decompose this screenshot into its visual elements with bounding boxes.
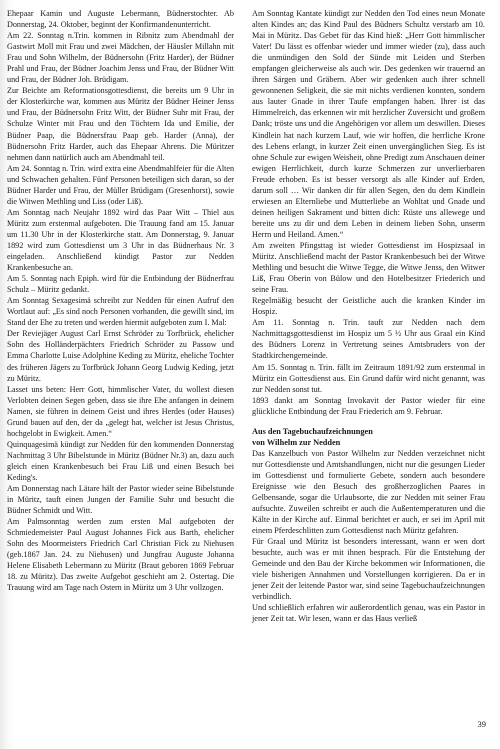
paragraph: Am 24. Sonntag n. Trin. wird extra eine Abendmahlfeier für die Alten und Schwachen gehalten. Fünf Personen beteiligen sich daran, so der Büdner Harder und Frau, der Müller Brüdigam (Gresenhorst), sowie die Witwen Methling und Liss (oder Liß). [7,163,235,206]
paragraph: Quinquagesimä kündigt zur Nedden für den kommenden Donnerstag Nachmittag 3 Uhr Bibelstunde in Müritz (Büdner Nr.3) an, dazu auch gleich einen Krankenbesuch bei Frau Liß und einen Besuch bei Keding's. [7,439,234,482]
paragraph: Am Palmsonntag werden zum ersten Mal aufgeboten der Schmiedemeister Paul August Johannes Fick aus Barth, ehelicher Sohn des Moormeisters Friedrich Carl Christian Fick zu Niehusen (geb.1867 Jan. 24. zu Niehusen) und Jungfrau Auguste Johanna Helene Elisabeth Lebermann zu Müritz (Braut geboren 1869 Februar 18. zu Müritz). Das zweite Aufgebot geschieht am 2. Ostertag. Die Trauung wird am Tage nach Ostern in Müritz um 3 Uhr vollzogen. [7,517,234,593]
section-heading-line: Aus den Tagebuchaufzeichnungen [252,426,373,436]
paragraph: Am 11. Sonntag n. Trin. tauft zur Nedden nach dem Nachmittagsgottesdienst im Hospiz um 5 ½ Uhr aus Graal ein Kind des Büdners Lorenz in Vertretung seines Amtsbruders von der Stadtkirchengemeinde. [252,318,485,361]
paragraph: Am zweiten Pfingsttag ist wieder Gottesdienst im Hospizsaal in Müritz. Anschließend macht der Pastor Krankenbesuch bei der Witwe Methling und besucht die Witwe Tegge, die Witwe Jenss, den Witwer Liß, Frau Oberin von Bülow und den Hotelbesitzer Friederich und seine Frau. [252,240,485,295]
paragraph: Ehepaar Kamin und Auguste Lebermann, Büdnerstochter. Ab Donnerstag, 24. Oktober, beginnt der Konfirmandenunterricht. [7,9,234,30]
paragraph: Das Kanzelbuch von Pastor Wilhelm zur Nedden verzeichnet nicht nur Gottesdienste und Amtshandlungen, nicht nur die gesungen Lieder im Gottesdienst und formulierte Gebete, sondern auch besondere Ereignisse wie den Besuch des großherzoglichen Paares in Gelbensande, sogar die Urlaubsorte, die zur Nedden mit seiner Frau aufsuchte. Zuweilen schreibt er auch die Außentemperaturen und die Kälte in der Kirche auf. Einmal berichtet er auch, er sei im April mit einem Pferdeschlitten zum Gottesdienst nach Müritz gefahren. [252,448,486,536]
paragraph: Lasset uns beten: Herr Gott, himmlischer Vater, du wollest diesen Verlobten deinen Segen geben, dass sie ihre Ehe anfangen in deinem Namen, sie führen in deinem Geist und ihres Herdes (oder Hauses) Grund bauen auf den, der da „gelegt hat, welcher ist Jesus Christus, hochgelobt in Ewigkeit. Amen.“ [7,384,234,438]
page-number: 39 [477,719,486,729]
paragraph: Zur Beichte am Reformationsgottesdienst, die bereits um 9 Uhr in der Klosterkirche war, kommen aus Müritz der Büdner Heiner Jenss und Frau, der Büdnersohn Fritz Witt, der Büdner Suhr mit Frau, der Schulze Winter mit Frau und den Töchtern Ida und Emilie, der Büdner Paap, die Büdnersfrau Paap geb. Harder (Anna), der Büdnersohn Fritz Harder, auch das Ehepaar Ahrens. Die Müritzer nehmen dann natürlich auch am Abendmahl teil. [7,86,234,162]
paragraph: 1893 dankt am Sonntag Invokavit der Pastor wieder für eine glückliche Entbindung der Frau Friederich am 9. Februar. [252,395,485,416]
paragraph: Am 22. Sonntag n.Trin. kommen in Ribnitz zum Abendmahl der Gastwirt Moll mit Frau und zwei Mädchen, der Häusler Millahn mit Frau und Sohn Wilhelm, der Büdnersohn (Fritz Harder), der Büdner Prahl und Frau, der Büdner Joachim Jenss und Frau, der Büdner Witt und Frau, der Büdner Joh. Brüdigam. [7,31,234,85]
paragraph: Am Sonntag Kantate kündigt zur Nedden den Tod eines neun Monate alten Kindes an; das Kind Paul des Büdners Schultz verstarb am 10. Mai in Müritz. Das Gebet für das Kind hieß: „Herr Gott himmlischer Vater! Du lässt es offenbar wieder und immer wieder (zu), dass auch die unmündigen den Sold der Sünde mit Leiden und Sterben empfangen gleicherweise als auch wir. Des gedenken wir trauernd an ihren Särgen und Gräbern. Aber wir gedenken auch ihrer schnell gewonnenen Seligkeit, die sie mit nichts verdienen konnten, sondern aus lauter Gnade in ihrer Taufe empfangen haben. Ihrer ist das Himmelreich, das erkennen wir mit herzlicher Zuversicht und großem Dank; tröste uns und die Angehörigen vor allem um deswillen. Dieses Kindlein hat nach kurzem Lauf, wie wir hoffen, die herrliche Krone des Lebens erlangt, in kurzer Zeit einen unvergänglichen Sieg. Es ist ohne Schule zur ewigen Weisheit, ohne Predigt zum Anschauen deiner ewigen Herrlichkeit, durch kurze Schmerzen zur unverlierbaren Freude erhoben. Es ist besser versorgt als alle Kinder auf Erden, darum soll … Wir danken dir für allen Segen, den du dem Kindlein erwiesen an Elternliebe und Mutterliebe an Wohltat und Gnade und deinen heiligen Sakrament und bitten dich: Rüste uns allewege und bereite uns zu dir und dem Leben in deinem lieben Sohn, unserm Herrn und Heiland. Amen.“ [252,9,485,239]
paragraph: Am 15. Sonntag n. Trin. fällt im Zeitraum 1891/92 zum erstenmal in Müritz ein Gottesdienst aus. Ein Grund dafür wird nicht genannt, was zur Nedden sonst tut. [252,362,485,394]
paragraph: Am Donnerstag nach Lätare hält der Pastor wieder seine Bibelstunde in Müritz, tauft einen Jungen der Familie Suhr und besucht die Büdner Schmidt und Witt. [7,484,234,516]
section-heading [252,426,485,448]
paragraph: Regelmäßig besucht der Geistliche auch die kranken Kinder im Hospiz. [252,296,485,317]
paragraph: Am 5. Sonntag nach Epiph. wird für die Entbindung der Büdnerfrau Schulz – Müritz gedankt. [7,274,234,295]
paragraph: Für Graal und Müritz ist besonders interessant, wann er wen dort besuchte, auch was er mit ihnen besprach. Für die Entstehung der Gemeinde und den Bau der Kirche bekommen wir Informationen, die viele bisherigen Annahmen und Vorstellungen korrigieren. Da er in jener Zeit der leitende Pastor war, sind seine Tagebuchaufzeichnungen verbindlich. [252,537,485,602]
section-heading-line: von Wilhelm zur Nedden [252,437,341,447]
paragraph: Am Sonntag Sexagesimä schreibt zur Nedden für einen Aufruf den Wortlaut auf: „Es sind noch Personen vorhanden, die gewillt sind, im Stand der Ehe zu treten und werden hiermit aufgeboten zum I. Mal: [7,296,234,328]
left-column [7,8,234,593]
paragraph: Und schließlich erfahren wir außerordentlich genau, was ein Pastor in jener Zeit tat. Wir lesen, wann er das Haus verließ [252,603,485,624]
paragraph: Der Reviejäger August Carl Ernst Schröder zu Torfbrück, ehelicher Sohn des Holländerpächters Friedrich Schröder zu Passow und Emma Charlotte Luise Adolphine Keding zu Müritz, eheliche Tochter des früheren Jägers zu Torfbrück Johann Georg Ludwig Keding, jetzt zu Müritz. [7,329,234,383]
paragraph: Am Sonntag nach Neujahr 1892 wird das Paar Witt – Thiel aus Müritz zum erstenmal aufgeboten. Die Trauung fand am 15. Januar um 11.30 Uhr in der Klosterkirche statt. Am Donnerstag, 9. Januar 1892 wird zum Gottesdienst um 3 Uhr in das Büdnerhaus Nr. 3 eingeladen. Anschließend kündigt Pastor zur Nedden Krankenbesuche an. [7,207,234,273]
right-column [252,8,485,624]
